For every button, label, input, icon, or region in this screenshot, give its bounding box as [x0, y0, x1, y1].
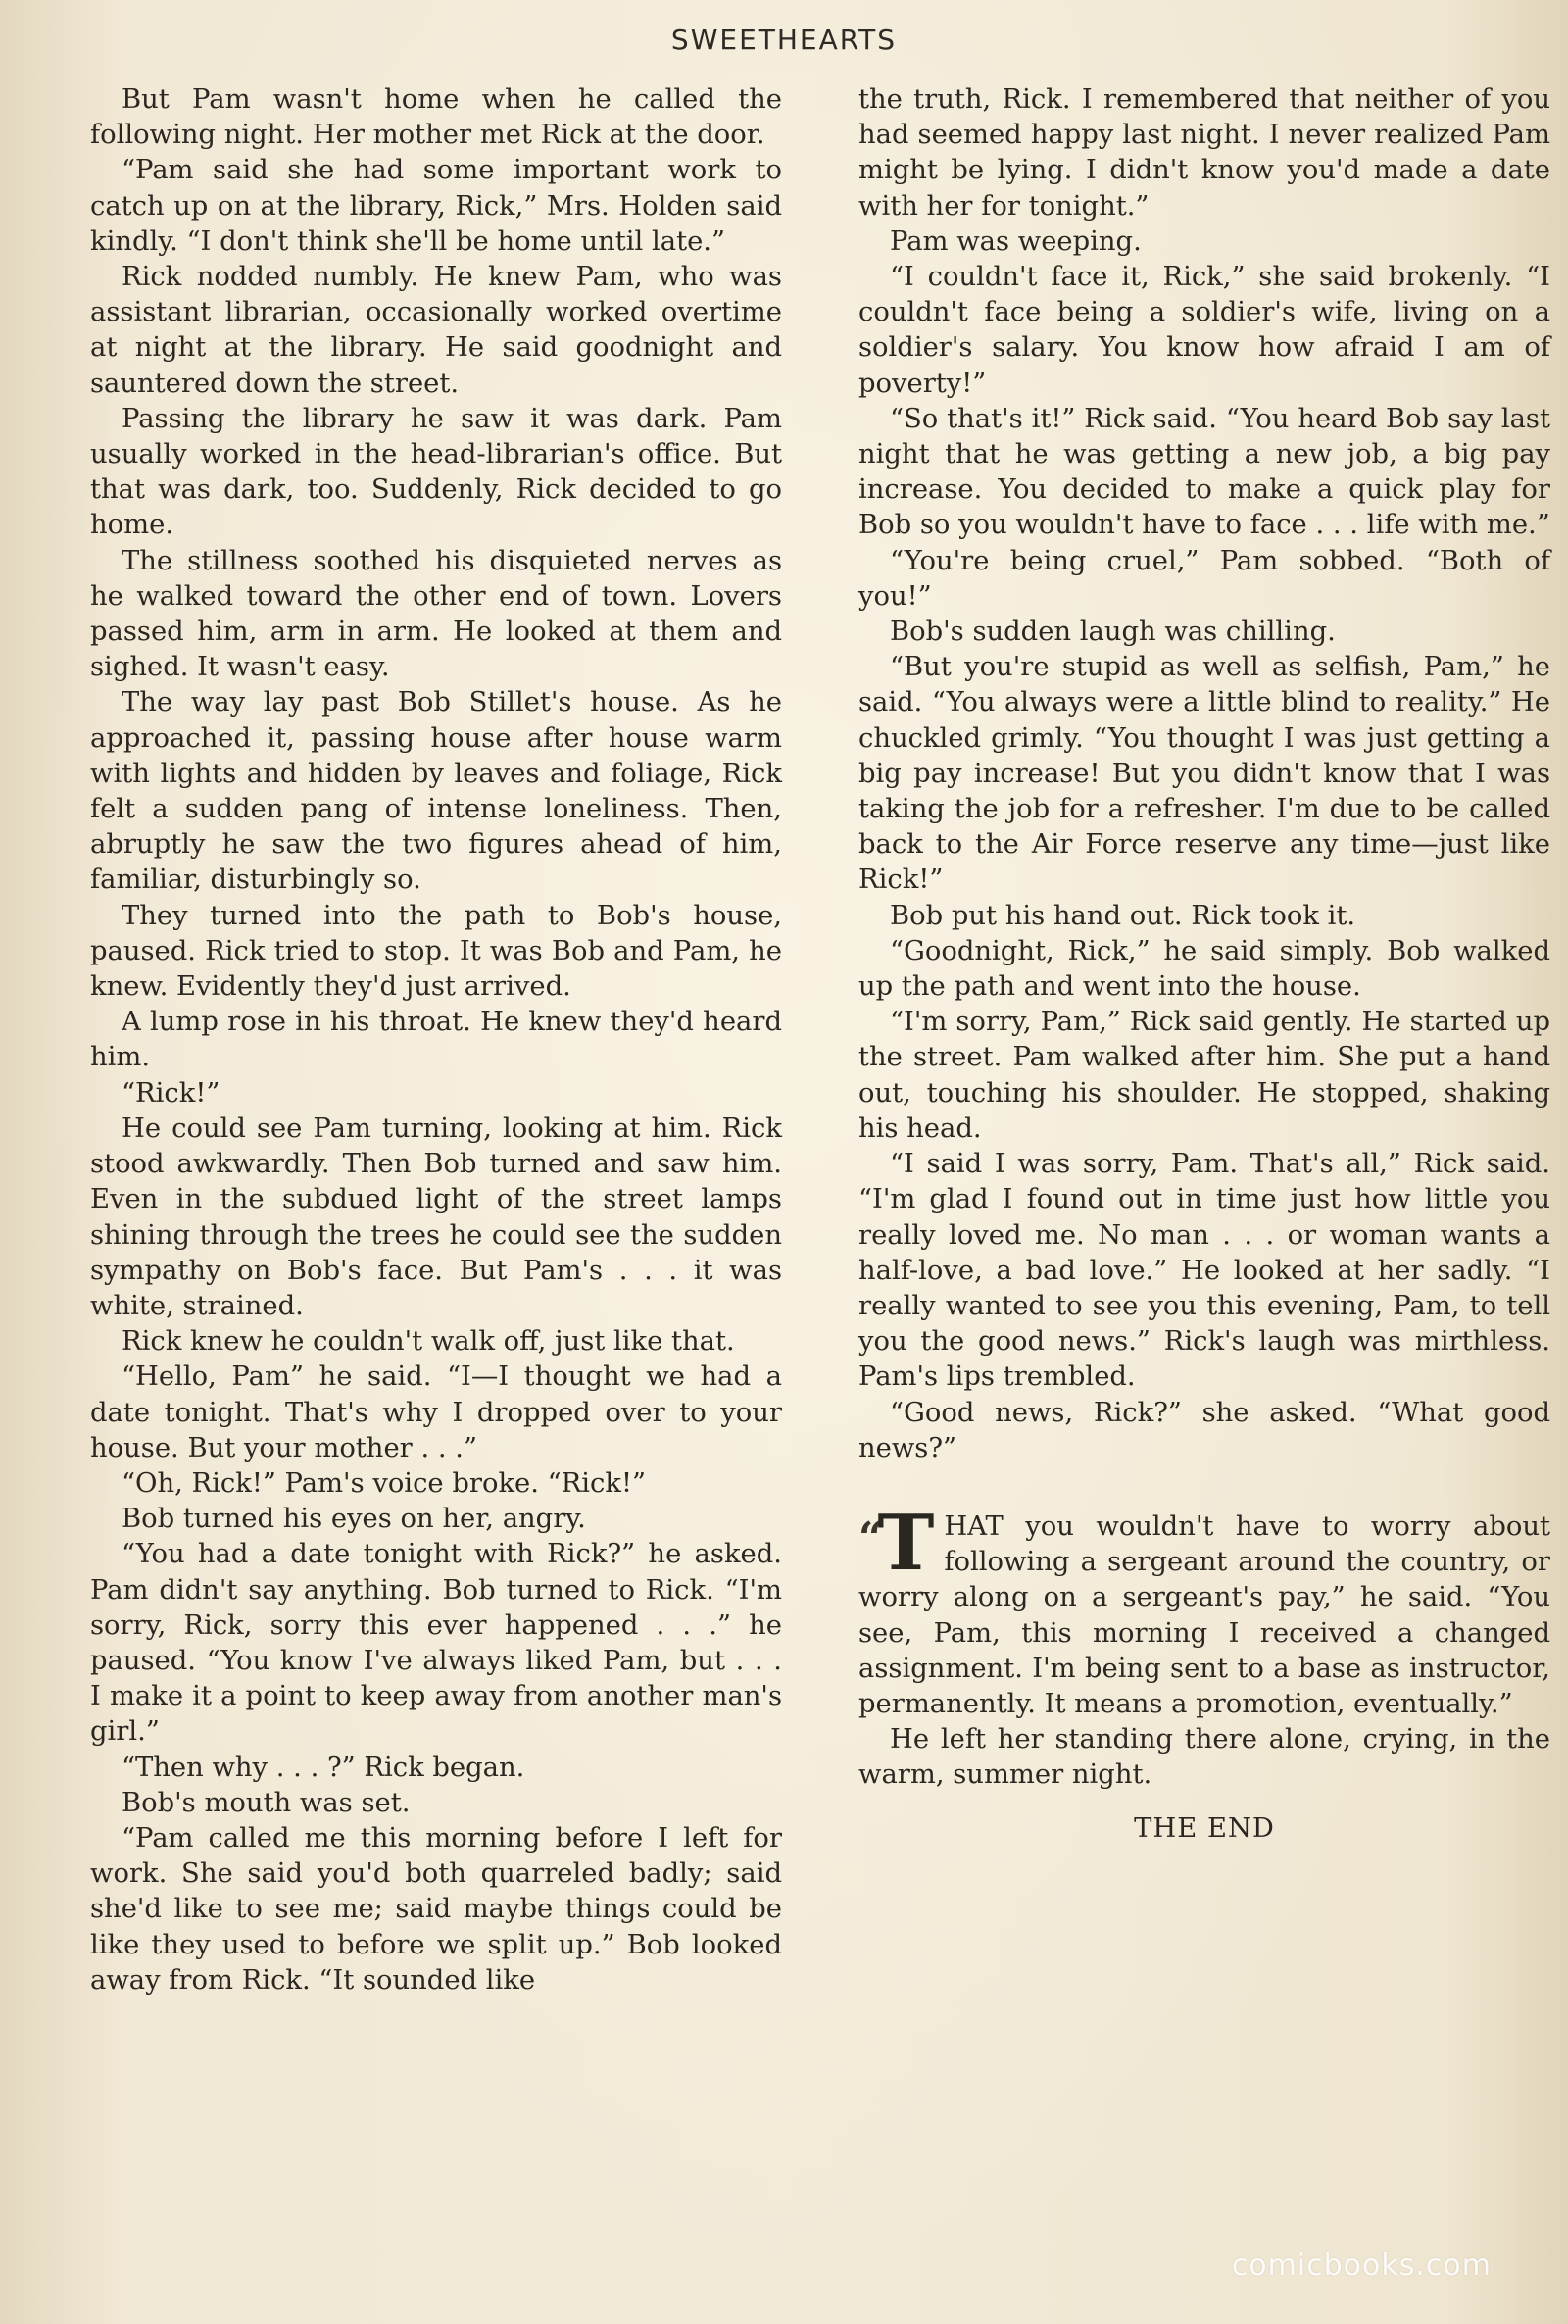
paragraph: They turned into the path to Bob's house, paused. Rick tried to stop. It was Bob and Pam, he knew. Evidently they'd just arrived. — [90, 900, 782, 1003]
paragraph: Rick knew he couldn't walk off, just like that. — [122, 1326, 735, 1358]
paragraph: “Goodnight, Rick,” he said simply. Bob walked up the path and went into the house. — [858, 935, 1550, 1003]
paragraph: “I couldn't face it, Rick,” she said brokenly. “I couldn't face being a soldier's wife, living on a soldier's salary. You know how afraid I am of poverty!” — [858, 262, 1550, 399]
paragraph: But Pam wasn't home when he called the following night. Her mother met Rick at the door. — [90, 84, 782, 151]
paragraph: “Hello, Pam” he said. “I—I thought we had a date tonight. That's why I dropped over to your house. But your mother . . .” — [90, 1361, 782, 1463]
dropcap-paragraph — [858, 1498, 1550, 1722]
paragraph: Bob's mouth was set. — [122, 1787, 411, 1818]
dropcap-quote-mark: “ — [858, 1512, 878, 1563]
paragraph: “You're being cruel,” Pam sobbed. “Both of you!” — [858, 545, 1550, 612]
paragraph: “Pam said she had some important work to catch up on at the library, Rick,” Mrs. Holden said kindly. “I don't think she'll be home until late.” — [90, 155, 782, 257]
left-column — [90, 82, 782, 1999]
paragraph: “Oh, Rick!” Pam's voice broke. “Rick!” — [122, 1467, 646, 1499]
paragraph: He could see Pam turning, looking at him. Rick stood awkwardly. Then Bob turned and saw him. Even in the subdued light of the street lamps shining through the trees he could see the sudden sympathy on Bob's face. But Pam's . . . it was white, strained. — [90, 1113, 782, 1321]
dropcap — [858, 1498, 935, 1588]
paragraph: “I'm sorry, Pam,” Rick said gently. He started up the street. Pam walked after him. She put a hand out, touching his shoulder. He stopped, shaking his head. — [858, 1007, 1550, 1144]
paragraph: Bob turned his eyes on her, angry. — [122, 1504, 586, 1535]
final-paragraph: He left her standing there alone, crying, in the warm, summer night. — [858, 1724, 1550, 1791]
paragraph: A lump rose in his throat. He knew they'd heard him. — [90, 1007, 782, 1073]
dropcap-letter: T — [877, 1498, 935, 1588]
paragraph: “Rick!” — [122, 1077, 220, 1109]
paragraph: “I said I was sorry, Pam. That's all,” Rick said. “I'm glad I found out in time just how little you really loved me. No man . . . or woman wants a half-love, a bad love.” He looked at her sadly. “I really wanted to see you this evening, Pam, to tell you the good news.” Rick's laugh was mirthless. Pam's lips trembled. — [858, 1149, 1550, 1393]
paragraph: Pam was weeping. — [890, 225, 1142, 257]
paragraph: Bob's sudden laugh was chilling. — [890, 617, 1336, 648]
dropcap-paragraph-text: HAT you wouldn't have to worry about following a sergeant around the country, or worry along on a sergeant's pay,” he said. “You see, Pam, this morning I received a changed assignment. I'm being sent to a base as instructor, permanently. It means a promotion, eventually.” — [858, 1510, 1550, 1719]
continued-paragraph: the truth, Rick. I remembered that neither of you had seemed happy last night. I never realized Pam might be lying. I didn't know you'd made a date with her for tonight.” — [858, 84, 1550, 222]
paragraph: The stillness soothed his disquieted nerves as he walked toward the other end of town. Lovers passed him, arm in arm. He looked at them and sighed. It wasn't easy. — [90, 545, 782, 683]
paragraph: “Then why . . . ?” Rick began. — [122, 1752, 525, 1783]
paragraph: “Good news, Rick?” she asked. “What good news?” — [858, 1397, 1550, 1463]
paragraph: Bob put his hand out. Rick took it. — [890, 900, 1356, 931]
paragraph: The way lay past Bob Stillet's house. As he approached it, passing house after house warm with lights and hidden by leaves and foliage, Rick felt a sudden pang of intense loneliness. Then, abruptly he saw the two figures ahead of him, familiar, disturbingly so. — [90, 687, 782, 896]
paragraph: Rick nodded numbly. He knew Pam, who was assistant librarian, occasionally worked overtime at night at the library. He said goodnight and sauntered down the street. — [90, 262, 782, 399]
paragraph: “Pam called me this morning before I left for work. She said you'd both quarreled badly; said she'd like to see me; said maybe things could be like they used to before we split up.” Bob looked away from Rick. “It sounded like — [90, 1822, 782, 1996]
paragraph: “You had a date tonight with Rick?” he asked. Pam didn't say anything. Bob turned to Rick. “I'm sorry, Rick, sorry this ever happened . . .” he paused. “You know I've always liked Pam, but . . . I make it a point to keep away from another man's girl.” — [90, 1539, 782, 1748]
paragraph: Passing the library he saw it was dark. Pam usually worked in the head-librarian's office. But that was dark, too. Suddenly, Rick decided to go home. — [90, 403, 782, 541]
running-header: SWEETHEARTS — [670, 24, 898, 56]
right-column — [858, 82, 1550, 1847]
the-end: THE END — [1134, 1812, 1275, 1844]
site-watermark: comicbooks.com — [1231, 2249, 1492, 2283]
paragraph: “So that's it!” Rick said. “You heard Bob say last night that he was getting a new job, a big pay increase. You decided to make a quick play for Bob so you wouldn't have to face . . . life with me.” — [858, 403, 1550, 541]
paragraph: “But you're stupid as well as selfish, Pam,” he said. “You always were a little blind to reality.” He chuckled grimly. “You thought I was just getting a big pay increase! But you didn't know that I was taking the job for a refresher. I'm due to be called back to the Air Force reserve any time—just like Rick!” — [858, 652, 1550, 896]
